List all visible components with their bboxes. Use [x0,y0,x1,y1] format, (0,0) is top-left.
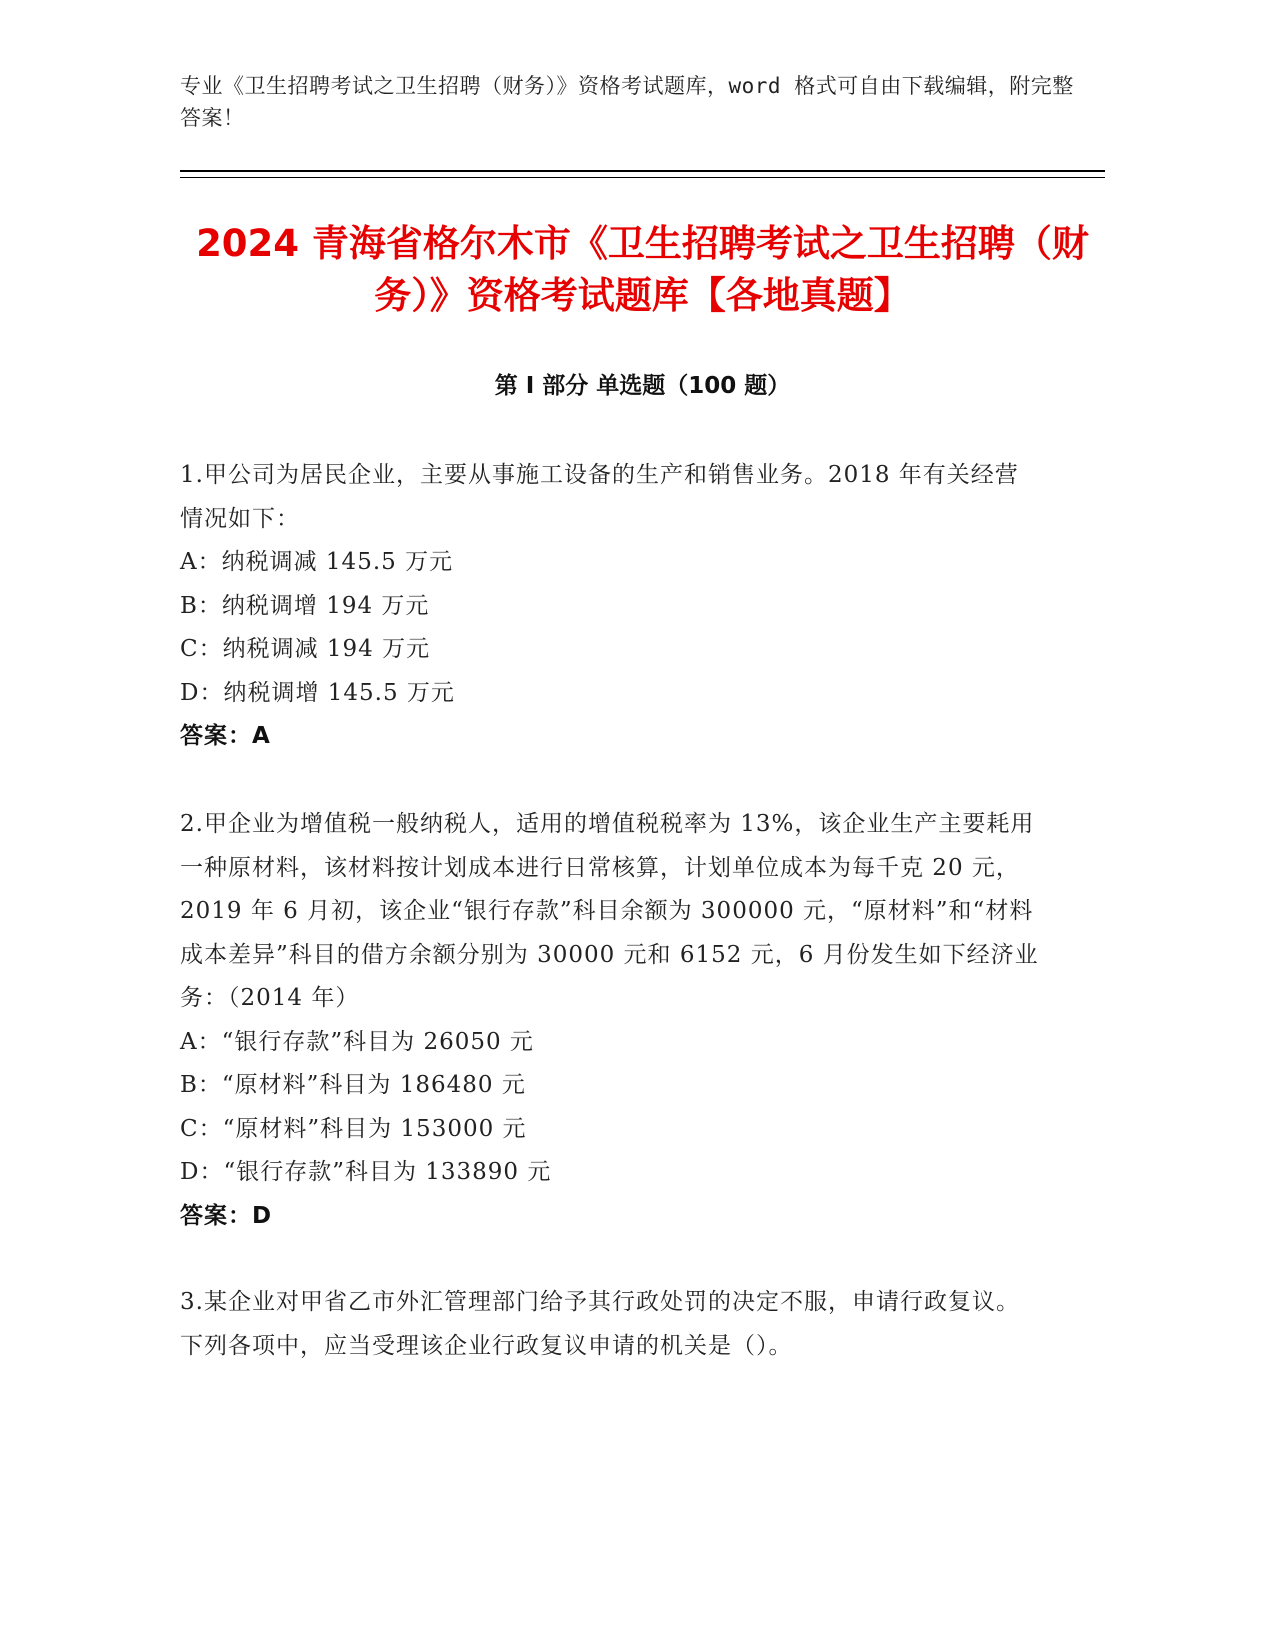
option-a: A：纳税调减 145.5 万元 [180,549,454,575]
question-stem: 1.甲公司为居民企业，主要从事施工设备的生产和销售业务。2018 年有关经营情况如下： [180,462,1019,532]
question-stem: 3.某企业对甲省乙市外汇管理部门给予其行政处罚的决定不服，申请行政复议。下列各项中，应当受理该企业行政复议申请的机关是（）。 [180,1289,1020,1359]
option-d: D：纳税调增 145.5 万元 [180,679,455,706]
header-rule-thick [180,170,1105,172]
option-d: D：“银行存款”科目为 133890 元 [180,1159,552,1185]
option-b: B：“原材料”科目为 186480 元 [180,1072,526,1098]
option-c: C：“原材料”科目为 153000 元 [180,1115,527,1142]
answer: 答案：A [180,723,271,749]
question-3 [180,1281,1040,1368]
question-2 [180,803,1040,1238]
header-note: 专业《卫生招聘考试之卫生招聘（财务）》资格考试题库，word 格式可自由下载编辑，附完整答案！ [180,74,1074,130]
document-title: 2024 青海省格尔木市《卫生招聘考试之卫生招聘（财务）》资格考试题库【各地真题】 [196,222,1089,317]
option-c: C：纳税调减 194 万元 [180,636,431,662]
answer: 答案：D [180,1202,273,1229]
header-rule-thin [180,177,1105,178]
option-a: A：“银行存款”科目为 26050 元 [180,1028,534,1055]
question-1 [180,454,1040,759]
option-b: B：纳税调增 194 万元 [180,592,430,619]
question-stem: 2.甲企业为增值税一般纳税人，适用的增值税税率为 13%，该企业生产主要耗用一种原材料，该材料按计划成本进行日常核算，计划单位成本为每千克 20 元，2019 年 6 月初，该企业“银行存款”科目余额为 300000 元，“原材料”和“材料成本差异”科目的借方余额分别为 30000 元和 6152 元，6 月份发生如下经济业务：（2014 年） [180,811,1039,1011]
section-title: 第 I 部分 单选题（100 题） [494,373,791,399]
